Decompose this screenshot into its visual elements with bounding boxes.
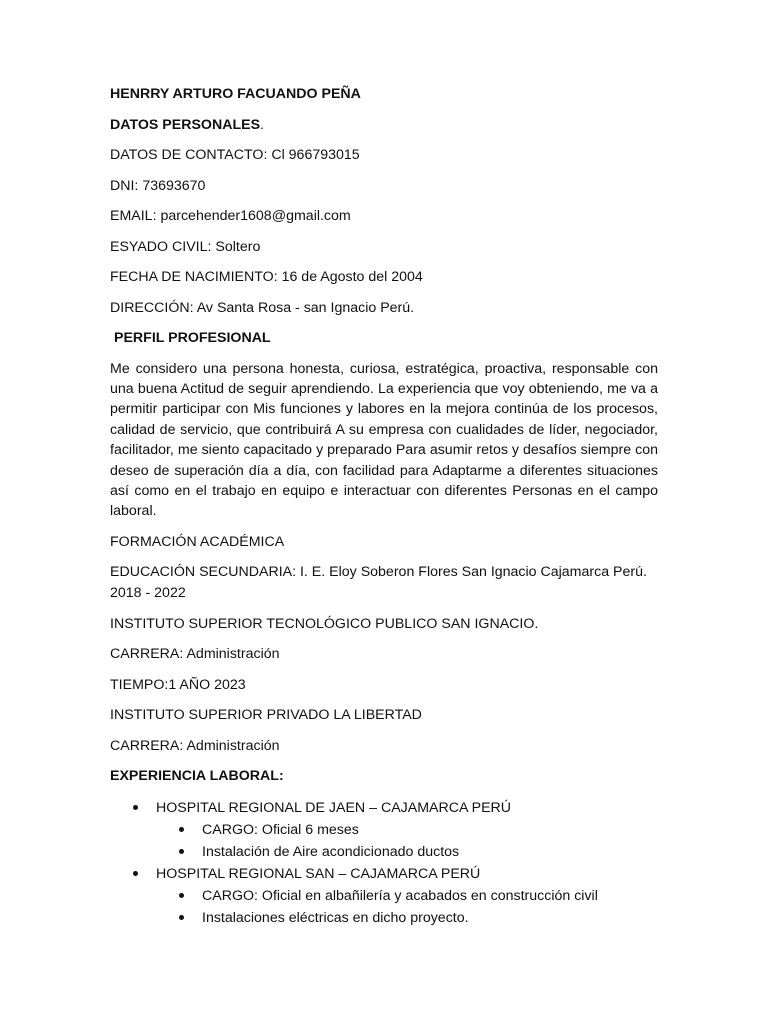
job-detail: CARGO: Oficial 6 meses xyxy=(202,821,359,838)
job-detail: CARGO: Oficial en albañilería y acabados en construcción civil xyxy=(202,887,598,904)
secondary-education-line: EDUCACIÓN SECUNDARIA: I. E. Eloy Soberon Flores San Ignacio Cajamarca Perú. 2018 - 2022 xyxy=(110,564,647,601)
list-item xyxy=(110,819,658,841)
personal-data-heading xyxy=(110,115,658,135)
dni-line: DNI: 73693670 xyxy=(110,177,206,194)
job-place: HOSPITAL REGIONAL SAN – CAJAMARCA PERÚ xyxy=(156,865,481,882)
candidate-name: HENRRY ARTURO FACUANDO PEÑA xyxy=(110,86,361,102)
bullet-icon xyxy=(179,849,184,854)
experience-list xyxy=(110,797,658,929)
experience-heading: EXPERIENCIA LABORAL: xyxy=(110,768,284,785)
time-1-line: TIEMPO:1 AÑO 2023 xyxy=(110,676,246,693)
list-item xyxy=(110,797,658,819)
job-detail: Instalación de Aire acondicionado ductos xyxy=(202,843,460,860)
list-item xyxy=(110,885,658,907)
bullet-icon xyxy=(133,871,138,876)
institute-2-line: INSTITUTO SUPERIOR PRIVADO LA LIBERTAD xyxy=(110,707,422,724)
institute-1-line: INSTITUTO SUPERIOR TECNOLÓGICO PUBLICO SAN IGNACIO. xyxy=(110,615,539,632)
personal-data-heading-period: . xyxy=(260,116,264,133)
bullet-icon xyxy=(179,827,184,832)
profile-heading: PERFIL PROFESIONAL xyxy=(114,330,271,346)
list-item xyxy=(110,907,658,929)
job-place: HOSPITAL REGIONAL DE JAEN – CAJAMARCA PERÚ xyxy=(156,799,512,816)
career-2-line: CARRERA: Administración xyxy=(110,737,280,754)
contact-line: DATOS DE CONTACTO: Cl 966793015 xyxy=(110,147,360,163)
education-heading: FORMACIÓN ACADÉMICA xyxy=(110,533,285,550)
personal-data-heading-text: DATOS PERSONALES xyxy=(110,116,261,133)
email-line: EMAIL: parcehender1608@gmail.com xyxy=(110,208,351,224)
civil-status-line: ESYADO CIVIL: Soltero xyxy=(110,238,261,255)
job-detail: Instalaciones eléctricas en dicho proyecto. xyxy=(202,909,469,926)
birth-date-line: FECHA DE NACIMIENTO: 16 de Agosto del 2004 xyxy=(110,269,423,285)
bullet-icon xyxy=(179,915,184,920)
career-1-line: CARRERA: Administración xyxy=(110,646,280,663)
list-item xyxy=(110,863,658,885)
bullet-icon xyxy=(133,805,138,810)
profile-paragraph: Me considero una persona honesta, curiosa, estratégica, proactiva, responsable con una buena Actitud de seguir aprendiendo. La experiencia que voy obteniendo, me va a permitir participar con Mis funciones y labores en la mejora continúa de los procesos, calidad de servicio, que contribuirá A su empresa con cualidades de líder, negociador, facilitador, me siento capacitado y preparado Para asumir retos y desafíos siempre con deseo de superación día a día, con facilidad para Adaptarme a diferentes situaciones así como en el trabajo en equipo e interactuar con diferentes Personas en el campo laboral. xyxy=(110,360,658,520)
list-item xyxy=(110,841,658,863)
address-line: DIRECCIÓN: Av Santa Rosa - san Ignacio Perú. xyxy=(110,299,415,316)
bullet-icon xyxy=(179,893,184,898)
cv-document xyxy=(110,84,658,929)
